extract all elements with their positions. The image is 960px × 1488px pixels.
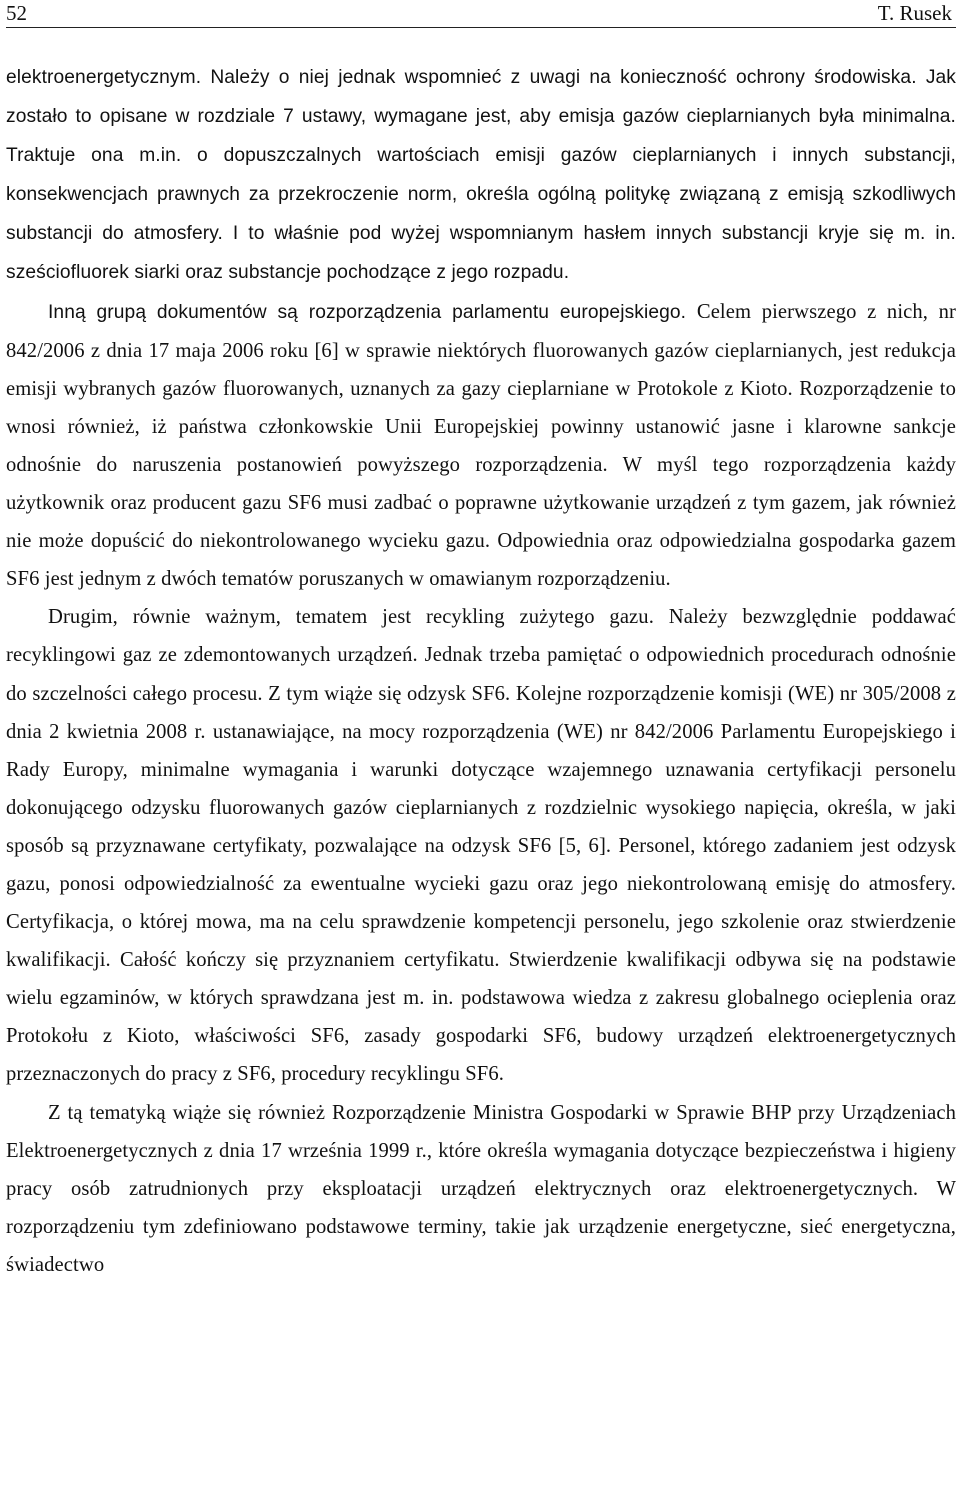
paragraph-text: Drugim, równie ważnym, tematem jest recykling zużytego gazu. Należy bezwzględnie poddawać recyklingowi gaz ze zdemontowanych urządzeń. Jednak trzeba pamiętać o odpowiednich procedurach odnośnie do szczelności całego procesu. Z tym wiąże się odzysk SF6. Kolejne rozporządzenie komisji (WE) nr 305/2008 z dnia 2 kwietnia 2008 r. ustanawiające, na mocy rozporządzenia (WE) nr 842/2006 Parlamentu Europejskiego i Rady Europy, minimalne wymagania i warunki dotyczące wzajemnego uznawania certyfikacji personelu dokonującego odzysku fluorowanych gazów cieplarnianych z rozdzielnic wysokiego napięcia, określa, w jaki sposób są przyznawane certyfikaty, pozwalające na odzysk SF6 [5, 6]. Personel, którego zadaniem jest odzysk gazu, ponosi odpowiedzialność za ewentualne wycieki gazu oraz jego niekontrolowaną emisję do atmosfery. Certyfikacja, o której mowa, ma na celu sprawdzenie kompetencji personelu, jego szkolenie oraz stwierdzenie kwalifikacji. Całość kończy się przyznaniem certyfikatu. Stwierdzenie kwalifikacji odbywa się na podstawie wielu egzaminów, w których sprawdzana jest m. in. podstawowa wiedza z zakresu globalnego ocieplenia oraz Protokołu z Kioto, właściwości SF6, zasady gospodarki SF6, budowy urządzeń elektroenergetycznych przeznaczonych do pracy z SF6, procedury recyklingu SF6. (6, 606, 956, 1086)
document-body (6, 58, 956, 1284)
paragraph-4 (6, 1094, 956, 1284)
paragraph-2 (6, 293, 956, 599)
paragraph-text: Z tą tematyką wiąże się również Rozporządzenie Ministra Gospodarki w Sprawie BHP przy Urządzeniach Elektroenergetycznych z dnia 17 września 1999 r., które określa wymagania dotyczące bezpieczeństwa i higieny pracy osób zatrudnionych przy eksploatacji urządzeń elektrycznych oraz elektroenergetycznych. W rozporządzeniu tym zdefiniowano podstawowe terminy, takie jak urządzenie energetyczne, sieć energetyczna, świadectwo (6, 1101, 956, 1276)
page-number: 52 (6, 1, 27, 25)
header-rule (6, 27, 956, 28)
paragraph-3 (6, 598, 956, 1093)
paragraph-1 (6, 58, 956, 293)
page-header (6, 0, 956, 31)
paragraph-text: Celem pierwszego z nich, nr 842/2006 z dnia 17 maja 2006 roku [6] w sprawie niektórych fluorowanych gazów cieplarnianych, jest redukcja emisji wybranych gazów fluorowanych, uznanych za gazy cieplarniane w Protokole z Kioto. Rozporządzenie to wnosi również, iż państwa członkowskie Unii Europejskiej powinny ustanowić jasne i klarowne sankcje odnośnie do naruszenia postanowień powyższego rozporządzenia. W myśl tego rozporządzenia każdy użytkownik oraz producent gazu SF6 musi zadbać o poprawne użytkowanie urządzeń z tym gazem, jak również nie może dopuścić do niekontrolowanego wycieku gazu. Odpowiednia oraz odpowiedzialna gospodarka gazem SF6 jest jednym z dwóch tematów poruszanych w omawianym rozporządzeniu. (6, 300, 956, 591)
paragraph-text: Inną grupą dokumentów są rozporządzenia parlamentu europejskiego. (48, 301, 697, 323)
paragraph-text: elektroenergetycznym. Należy o niej jednak wspomnieć z uwagi na konieczność ochrony środowiska. Jak zostało to opisane w rozdziale 7 ustawy, wymagane jest, aby emisja gazów cieplarnianych była minimalna. Traktuje ona m.in. o dopuszczalnych wartościach emisji gazów cieplarnianych i innych substancji, konsekwencjach prawnych za przekroczenie norm, określa ogólną politykę związaną z emisją szkodliwych substancji do atmosfery. I to właśnie pod wyżej wspomnianym hasłem innych substancji kryje się m. in. sześciofluorek siarki oraz substancje pochodzące z jego rozpadu. (6, 67, 956, 284)
running-author: T. Rusek (877, 1, 952, 25)
